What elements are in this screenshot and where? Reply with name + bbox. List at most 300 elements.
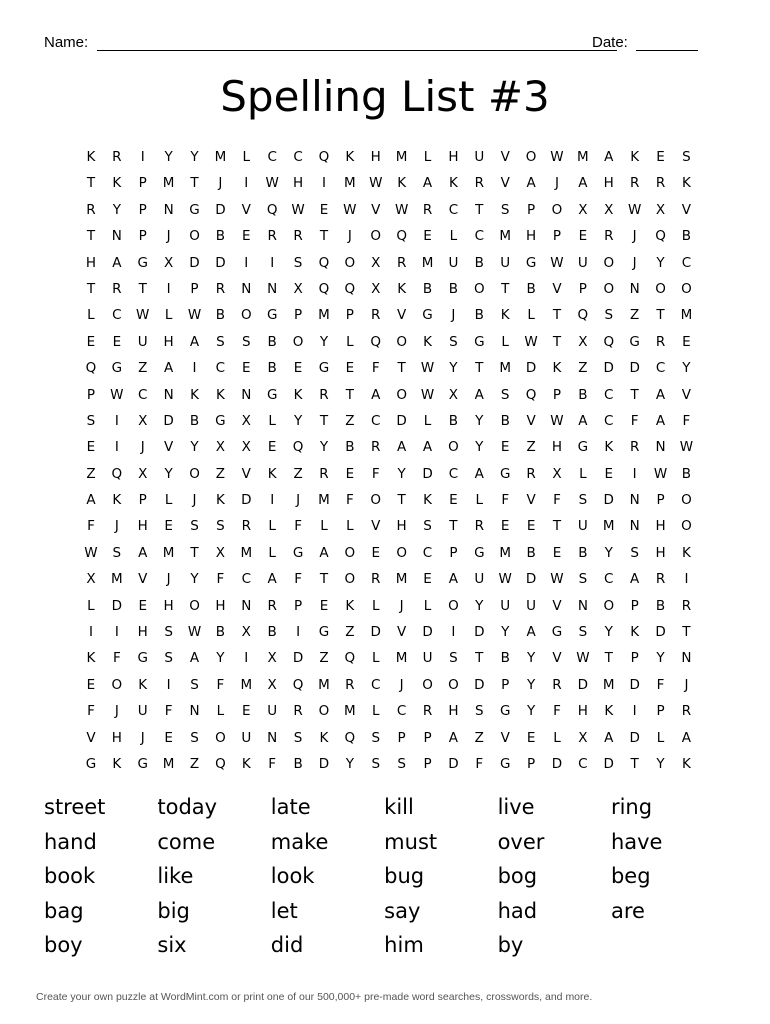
- grid-letter: C: [448, 201, 459, 218]
- grid-letter: X: [655, 201, 666, 218]
- grid-letter: U: [474, 149, 485, 165]
- grid-letter: L: [268, 518, 276, 535]
- grid-letter: E: [526, 729, 536, 746]
- grid-letter: G: [137, 755, 148, 772]
- grid-letter: Z: [293, 465, 303, 482]
- grid-letter: E: [293, 360, 303, 377]
- grid-letter: X: [215, 439, 226, 456]
- grid-letter: K: [86, 650, 96, 667]
- grid-row: [78, 487, 699, 513]
- grid-letter: K: [682, 755, 691, 772]
- word-item: make: [270, 829, 329, 854]
- grid-letter: D: [448, 755, 459, 772]
- grid-letter: E: [526, 518, 536, 535]
- grid-letter: D: [629, 360, 640, 377]
- grid-letter: A: [422, 175, 433, 192]
- grid-letter: C: [371, 676, 381, 693]
- grid-letter: M: [162, 544, 175, 561]
- grid-letter: I: [451, 624, 456, 641]
- grid-letter: K: [604, 703, 614, 720]
- grid-letter: L: [449, 228, 458, 245]
- grid-letter: W: [84, 544, 98, 561]
- grid-letter: O: [681, 492, 692, 509]
- grid-letter: T: [190, 175, 199, 192]
- grid-letter: B: [422, 280, 433, 297]
- grid-letter: T: [319, 571, 329, 588]
- word-item: over: [497, 829, 545, 854]
- grid-letter: L: [553, 729, 561, 746]
- grid-letter: Y: [319, 439, 329, 456]
- grid-letter: O: [344, 571, 356, 588]
- grid-letter: M: [318, 307, 330, 324]
- grid-letter: B: [215, 307, 226, 324]
- grid-letter: L: [423, 597, 432, 614]
- grid-letter: Q: [525, 386, 537, 403]
- word-item: let: [270, 898, 298, 923]
- grid-letter: C: [604, 412, 614, 429]
- grid-row: [78, 725, 699, 751]
- grid-letter: P: [423, 729, 432, 746]
- grid-letter: T: [475, 650, 484, 667]
- grid-letter: D: [422, 465, 433, 482]
- grid-letter: Y: [190, 149, 199, 165]
- grid-letter: Y: [112, 201, 121, 218]
- grid-letter: S: [86, 412, 96, 429]
- grid-letter: C: [681, 254, 692, 271]
- grid-letter: Z: [189, 755, 200, 772]
- grid-letter: O: [681, 518, 692, 535]
- grid-letter: A: [112, 254, 122, 271]
- grid-letter: O: [448, 676, 459, 693]
- grid-letter: R: [629, 175, 640, 192]
- grid-letter: I: [244, 175, 249, 192]
- grid-letter: W: [343, 201, 357, 218]
- grid-letter: L: [242, 149, 251, 165]
- grid-letter: C: [422, 544, 433, 561]
- grid-letter: R: [371, 307, 381, 324]
- grid-letter: P: [527, 201, 536, 218]
- grid-letter: N: [267, 729, 278, 746]
- grid-letter: R: [681, 597, 692, 614]
- grid-letter: N: [577, 597, 588, 614]
- grid-letter: E: [86, 676, 96, 693]
- grid-letter: A: [189, 650, 200, 667]
- grid-letter: F: [371, 360, 380, 377]
- grid-letter: I: [270, 254, 275, 271]
- word-item: boy: [44, 933, 83, 957]
- grid-letter: O: [448, 597, 459, 614]
- grid-row: [78, 355, 699, 381]
- grid-letter: V: [552, 650, 562, 667]
- grid-letter: V: [163, 439, 174, 456]
- grid-letter: K: [423, 492, 432, 509]
- grid-letter: A: [319, 544, 329, 561]
- grid-letter: M: [577, 149, 589, 165]
- grid-letter: G: [474, 544, 485, 561]
- grid-letter: L: [320, 518, 328, 535]
- grid-letter: T: [630, 386, 639, 403]
- grid-letter: W: [550, 149, 564, 165]
- grid-letter: R: [319, 386, 329, 403]
- grid-letter: E: [138, 597, 147, 614]
- grid-letter: Y: [190, 439, 199, 456]
- grid-letter: R: [112, 149, 122, 165]
- grid-letter: F: [345, 492, 354, 509]
- grid-row: [78, 513, 699, 539]
- grid-letter: X: [86, 571, 96, 588]
- grid-letter: Q: [655, 228, 666, 245]
- grid-letter: K: [112, 175, 122, 192]
- grid-letter: D: [292, 650, 304, 667]
- grid-letter: J: [192, 492, 197, 509]
- name-field-line: [97, 50, 617, 51]
- grid-letter: V: [241, 201, 251, 218]
- grid-letter: S: [216, 518, 225, 535]
- grid-letter: R: [681, 703, 692, 720]
- grid-letter: L: [346, 518, 354, 535]
- grid-letter: T: [397, 360, 406, 377]
- grid-letter: X: [267, 650, 277, 667]
- grid-letter: M: [395, 650, 408, 667]
- grid-letter: T: [397, 492, 406, 509]
- grid-letter: F: [294, 571, 302, 588]
- grid-letter: F: [475, 755, 484, 772]
- grid-letter: X: [163, 254, 174, 271]
- grid-letter: M: [318, 676, 330, 693]
- grid-letter: R: [655, 333, 666, 350]
- grid-letter: R: [371, 439, 381, 456]
- grid-letter: Y: [475, 597, 484, 614]
- grid-letter: H: [526, 228, 537, 245]
- grid-row: [78, 593, 699, 619]
- grid-letter: B: [681, 465, 692, 482]
- grid-letter: M: [602, 518, 615, 535]
- grid-letter: P: [656, 703, 665, 720]
- grid-letter: K: [630, 149, 640, 165]
- grid-letter: V: [526, 412, 536, 429]
- grid-letter: C: [448, 465, 459, 482]
- grid-letter: C: [138, 386, 148, 403]
- grid-letter: A: [578, 175, 588, 192]
- grid-letter: B: [448, 412, 459, 429]
- word-item: him: [384, 933, 424, 957]
- grid-letter: G: [499, 755, 511, 772]
- grid-letter: X: [241, 624, 251, 641]
- grid-letter: T: [552, 333, 562, 350]
- grid-letter: R: [604, 228, 614, 245]
- grid-letter: D: [551, 755, 563, 772]
- grid-letter: S: [293, 729, 303, 746]
- grid-letter: W: [576, 650, 590, 667]
- grid-letter: A: [604, 729, 614, 746]
- grid-letter: U: [422, 650, 433, 667]
- grid-letter: K: [604, 439, 614, 456]
- grid-letter: O: [344, 544, 356, 561]
- grid-letter: K: [397, 175, 407, 192]
- grid-letter: L: [371, 703, 380, 720]
- grid-letter: N: [629, 280, 640, 297]
- grid-letter: H: [163, 597, 174, 614]
- grid-letter: W: [420, 360, 435, 377]
- grid-letter: G: [292, 544, 304, 561]
- grid-letter: P: [138, 492, 147, 509]
- grid-letter: W: [498, 571, 512, 588]
- grid-letter: V: [371, 518, 381, 535]
- grid-letter: R: [319, 465, 329, 482]
- grid-letter: O: [396, 544, 407, 561]
- grid-letter: A: [371, 386, 381, 403]
- grid-row: [78, 329, 699, 355]
- grid-letter: X: [138, 465, 148, 482]
- grid-letter: X: [371, 280, 381, 297]
- grid-letter: J: [114, 703, 119, 720]
- grid-letter: K: [682, 544, 691, 561]
- grid-letter: S: [604, 307, 614, 324]
- grid-row: [78, 382, 699, 408]
- grid-letter: K: [552, 360, 562, 377]
- grid-letter: L: [346, 333, 354, 350]
- grid-letter: Y: [475, 439, 484, 456]
- grid-letter: B: [500, 412, 510, 429]
- grid-letter: G: [525, 254, 537, 271]
- grid-letter: K: [500, 307, 510, 324]
- grid-letter: V: [526, 492, 536, 509]
- grid-letter: Y: [526, 650, 536, 667]
- grid-letter: B: [189, 412, 200, 429]
- grid-letter: P: [345, 307, 354, 324]
- word-column: [157, 790, 270, 963]
- grid-letter: X: [578, 201, 588, 218]
- grid-letter: I: [88, 624, 93, 641]
- grid-letter: D: [215, 201, 226, 218]
- grid-letter: K: [448, 175, 458, 192]
- grid-letter: S: [190, 729, 199, 746]
- grid-letter: H: [551, 439, 563, 456]
- grid-letter: R: [293, 228, 303, 245]
- grid-letter: L: [87, 307, 95, 324]
- grid-letter: K: [215, 386, 225, 403]
- grid-letter: X: [267, 676, 277, 693]
- grid-letter: D: [525, 360, 537, 377]
- grid-letter: V: [371, 201, 381, 218]
- grid-letter: Y: [501, 624, 510, 641]
- grid-letter: R: [422, 703, 433, 720]
- grid-row: [78, 144, 699, 170]
- grid-letter: Z: [345, 412, 355, 429]
- grid-letter: M: [499, 228, 512, 245]
- grid-letter: N: [241, 386, 252, 403]
- word-item: come: [157, 829, 216, 854]
- grid-letter: I: [244, 650, 249, 667]
- grid-letter: C: [474, 228, 485, 245]
- grid-letter: S: [190, 518, 199, 535]
- grid-letter: C: [267, 149, 277, 165]
- grid-letter: K: [241, 755, 251, 772]
- grid-letter: Z: [526, 439, 536, 456]
- grid-letter: W: [187, 624, 202, 641]
- grid-letter: P: [552, 386, 562, 403]
- grid-letter: L: [164, 492, 173, 509]
- grid-letter: O: [189, 465, 200, 482]
- grid-letter: Z: [86, 465, 96, 482]
- grid-row: [78, 223, 699, 249]
- grid-letter: F: [553, 703, 561, 720]
- grid-letter: K: [138, 676, 148, 693]
- grid-letter: A: [655, 386, 666, 403]
- grid-letter: B: [578, 544, 588, 561]
- grid-letter: R: [629, 439, 640, 456]
- grid-letter: D: [603, 755, 614, 772]
- grid-letter: W: [187, 307, 202, 324]
- grid-letter: V: [500, 149, 510, 165]
- grid-letter: O: [215, 729, 226, 746]
- grid-letter: A: [397, 439, 407, 456]
- grid-letter: G: [629, 333, 640, 350]
- grid-letter: L: [164, 307, 173, 324]
- grid-letter: S: [578, 571, 588, 588]
- grid-letter: K: [397, 280, 407, 297]
- grid-letter: B: [655, 597, 666, 614]
- grid-letter: F: [216, 676, 225, 693]
- grid-letter: E: [86, 439, 96, 456]
- grid-letter: C: [578, 755, 588, 772]
- grid-letter: X: [138, 412, 148, 429]
- grid-letter: A: [474, 386, 484, 403]
- grid-letter: F: [216, 571, 225, 588]
- grid-letter: Q: [344, 729, 356, 746]
- grid-letter: K: [630, 624, 640, 641]
- grid-letter: C: [215, 360, 226, 377]
- grid-letter: H: [292, 175, 304, 192]
- grid-letter: W: [394, 201, 409, 218]
- grid-letter: T: [552, 307, 562, 324]
- grid-letter: Q: [344, 280, 356, 297]
- grid-letter: Y: [526, 676, 536, 693]
- grid-letter: U: [448, 254, 459, 271]
- grid-letter: M: [344, 175, 356, 192]
- grid-letter: U: [241, 729, 252, 746]
- word-item: late: [270, 795, 311, 819]
- grid-letter: Q: [318, 149, 330, 165]
- grid-letter: Q: [577, 307, 589, 324]
- grid-letter: T: [86, 280, 96, 297]
- grid-letter: P: [552, 228, 562, 245]
- grid-letter: I: [114, 439, 119, 456]
- word-column: [384, 790, 497, 963]
- word-item: ring: [610, 795, 653, 819]
- grid-letter: Y: [216, 650, 225, 667]
- grid-letter: S: [449, 650, 458, 667]
- grid-letter: F: [87, 703, 95, 720]
- grid-letter: R: [552, 676, 562, 693]
- grid-letter: X: [578, 333, 588, 350]
- grid-letter: W: [653, 465, 668, 482]
- grid-letter: I: [632, 465, 637, 482]
- grid-letter: L: [87, 597, 95, 614]
- grid-letter: T: [630, 755, 639, 772]
- grid-row: [78, 619, 699, 645]
- grid-letter: D: [525, 571, 537, 588]
- word-item: hand: [44, 829, 97, 854]
- grid-letter: M: [111, 571, 123, 588]
- grid-letter: B: [474, 307, 484, 324]
- grid-letter: T: [190, 544, 199, 561]
- grid-row: [78, 197, 699, 223]
- grid-letter: F: [112, 650, 121, 667]
- grid-letter: G: [499, 465, 511, 482]
- grid-row: [78, 672, 699, 698]
- grid-letter: X: [241, 439, 251, 456]
- grid-letter: Y: [345, 755, 354, 772]
- grid-letter: O: [603, 597, 615, 614]
- grid-letter: Q: [292, 676, 304, 693]
- grid-letter: A: [578, 412, 588, 429]
- grid-letter: R: [422, 201, 433, 218]
- grid-letter: Y: [604, 544, 613, 561]
- grid-letter: E: [423, 228, 432, 245]
- grid-letter: V: [397, 307, 407, 324]
- grid-letter: T: [345, 386, 354, 403]
- grid-letter: U: [526, 597, 537, 614]
- grid-letter: A: [681, 729, 692, 746]
- grid-letter: J: [140, 729, 145, 746]
- grid-letter: Y: [449, 360, 458, 377]
- letter-grid: [78, 144, 699, 777]
- grid-letter: D: [629, 676, 640, 693]
- grid-letter: F: [501, 492, 510, 509]
- grid-letter: G: [474, 333, 485, 350]
- grid-letter: B: [526, 280, 536, 297]
- grid-letter: W: [550, 412, 564, 429]
- grid-letter: V: [138, 571, 148, 588]
- grid-letter: R: [474, 175, 484, 192]
- grid-letter: L: [268, 544, 276, 561]
- grid-letter: C: [655, 360, 666, 377]
- grid-row: [78, 170, 699, 196]
- grid-letter: W: [679, 439, 694, 456]
- grid-letter: A: [604, 149, 614, 165]
- grid-letter: N: [681, 650, 692, 667]
- grid-letter: Q: [111, 465, 123, 482]
- grid-letter: X: [215, 544, 226, 561]
- grid-letter: O: [111, 676, 123, 693]
- grid-letter: A: [526, 175, 536, 192]
- grid-letter: Z: [630, 307, 640, 324]
- grid-letter: O: [396, 386, 407, 403]
- grid-letter: J: [632, 228, 637, 245]
- grid-letter: U: [137, 703, 148, 720]
- grid-letter: A: [526, 624, 536, 641]
- grid-letter: Z: [215, 465, 226, 482]
- grid-letter: J: [166, 228, 171, 245]
- grid-letter: M: [214, 149, 227, 165]
- grid-letter: J: [218, 175, 223, 192]
- word-item: had: [497, 898, 538, 923]
- word-item: bag: [44, 898, 84, 923]
- grid-letter: S: [630, 544, 639, 561]
- grid-letter: D: [370, 624, 381, 641]
- grid-letter: B: [293, 755, 303, 772]
- grid-letter: Z: [138, 360, 148, 377]
- word-item: today: [157, 795, 218, 819]
- grid-row: [78, 461, 699, 487]
- grid-letter: O: [473, 280, 485, 297]
- grid-letter: P: [423, 755, 432, 772]
- grid-letter: Q: [370, 333, 382, 350]
- grid-letter: J: [684, 676, 689, 693]
- grid-letter: U: [500, 254, 511, 271]
- grid-letter: C: [604, 386, 614, 403]
